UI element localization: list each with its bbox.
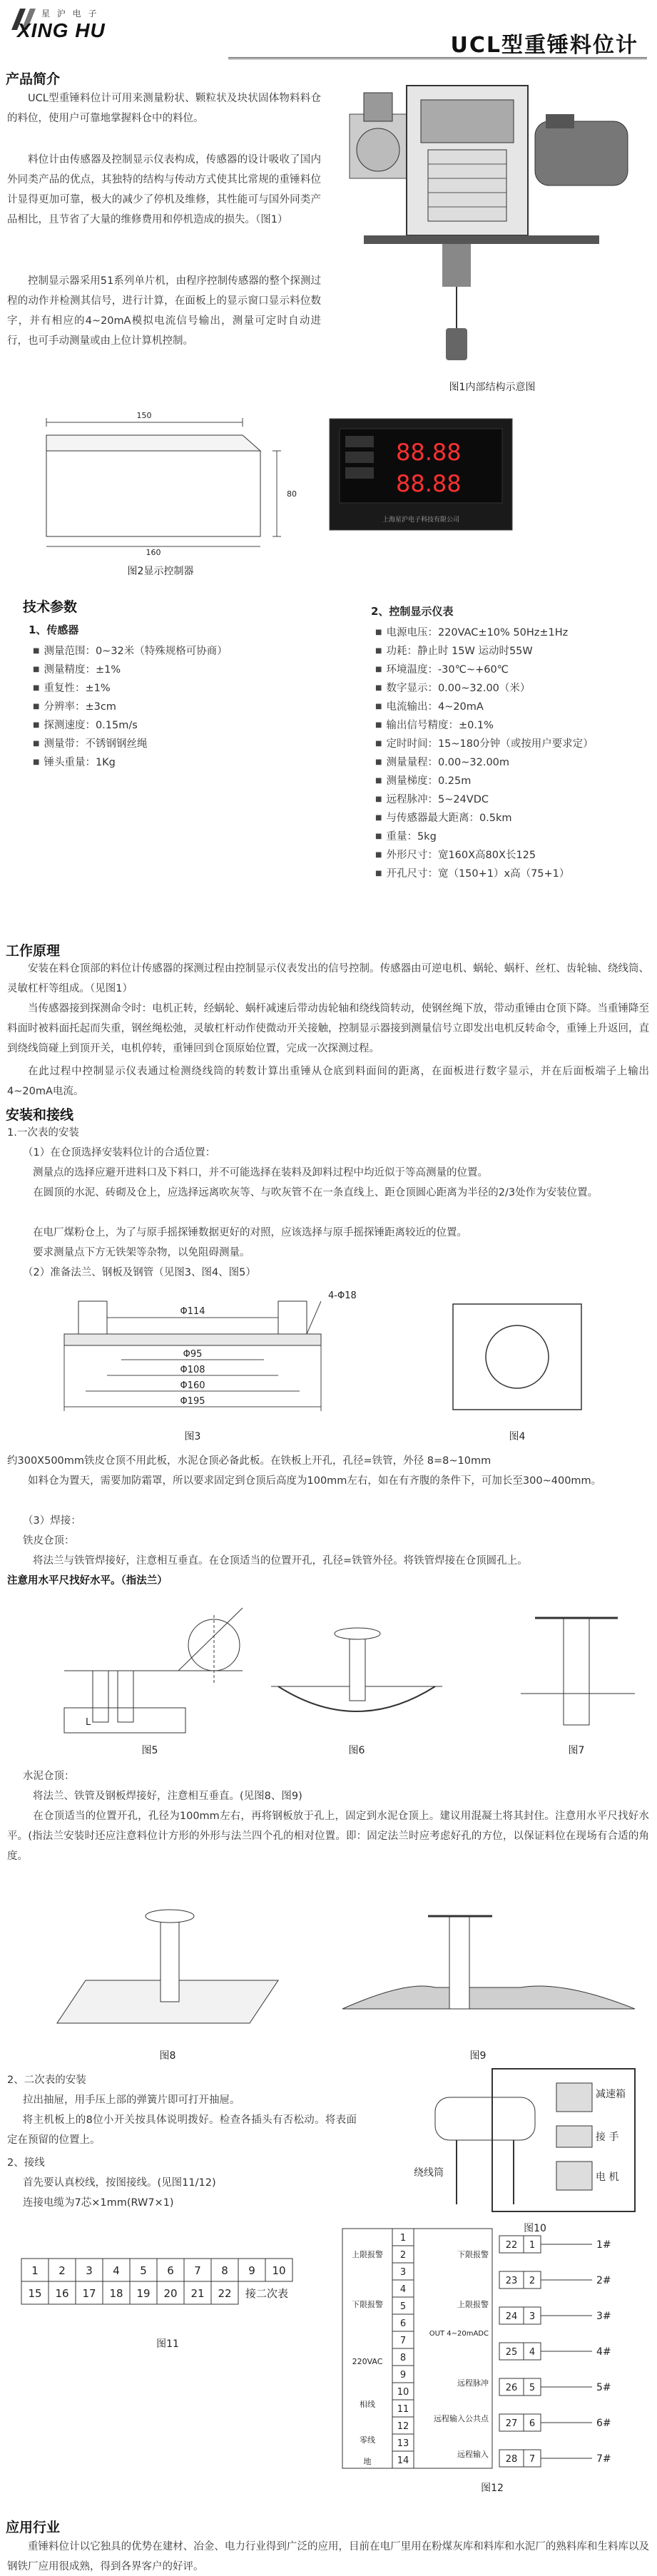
fig11-terminal-number: 22 <box>218 2287 232 2300</box>
fig11-terminal-number: 1 <box>31 2264 39 2277</box>
fig2-display-top: 88.88 <box>396 439 462 466</box>
fig12-output-label: OUT 4~20mADC <box>429 2330 489 2338</box>
principle-paragraph-1: 安装在料仓顶部的料位计传感器的探测过程由控制显示仪表发出的信号控制。传感器由可逆电机、蜗轮、蜗杆、丝杠、齿轮轴、绕线筒、灵敏杠杆等组成。（见图1） <box>7 963 649 994</box>
fig12-terminal-number: 22 <box>505 2240 518 2251</box>
fig12-terminal-number: 2 <box>529 2276 536 2286</box>
fig11-terminal-diagram <box>7 2247 328 2354</box>
install-note-level: 注意用水平尺找好水平。（指法兰） <box>7 1575 168 1587</box>
fig4-plate-drawing <box>428 1291 606 1448</box>
fig12-terminal-number: 7 <box>399 2336 407 2346</box>
fig10-caption: 图10 <box>524 2223 546 2234</box>
fig2-dim-160: 160 <box>146 548 161 556</box>
intro-paragraph-2: 料位计由传感器及控制显示仪表构成，传感器的设计吸收了国内外同类产品的优点，其独特的结构与传动方式使其比常规的重锤料位计显得更加可靠，极大的减少了停机及维修，其性能可与国外同类产品相比，且节省了大量的维修费用和停机造成的损失。（图1） <box>7 154 321 225</box>
install-step-1-text: 测量点的选择应避开进料口及下料口，并不可能选择在装料及卸料过程中均近似于等高测量的位置。 <box>33 1167 488 1178</box>
install-step-1-text: 在圆顶的水泥、砖砌及仓上，应选择远离吹灰等、与吹灰管不在一条直线上、距仓顶圆心距离为半径的2/3处作为安装位置。 <box>33 1187 599 1198</box>
install-step-1-text: 要求测量点下方无铁架等杂物，以免阻碍测量。 <box>33 1247 250 1258</box>
fig12-right-terminal: 3# <box>596 2311 611 2322</box>
fig12-terminal-number: 1 <box>399 2233 407 2244</box>
fig9-caption: 图9 <box>469 2050 487 2062</box>
fig2-panel-text: 上海星沪电子科技有限公司 <box>382 516 460 524</box>
fig4-caption: 图4 <box>509 1431 526 1442</box>
second-title: 2、二次表的安装 <box>7 2074 86 2086</box>
fig11-terminal-number: 19 <box>136 2287 151 2300</box>
header-divider <box>228 57 647 59</box>
install-step-3: （3）焊接： <box>23 1515 81 1527</box>
fig12-terminal-number: 25 <box>505 2347 518 2358</box>
fig12-terminal-number: 27 <box>505 2418 518 2429</box>
second-text: 将主机板上的8位小开关按具体说明拨好。检查各插头有否松动。将表面定在预留的位置上。 <box>7 2114 357 2146</box>
sensor-param: ■ 测量带：不锈钢钢丝绳 <box>33 735 318 753</box>
fig3-flange-drawing <box>36 1286 364 1447</box>
install-step-3-sub: 铁皮仓顶： <box>23 1535 75 1547</box>
fig12-terminal-number: 26 <box>505 2383 518 2393</box>
controller-param-list <box>375 623 653 883</box>
fig11-terminal-number: 18 <box>109 2287 123 2300</box>
controller-param: ■ 数字显示：0.00~32.00（米） <box>375 679 653 698</box>
sensor-param-list <box>33 642 318 772</box>
fig12-left-label: 下限报警 <box>352 2300 383 2309</box>
controller-param: ■ 测量量程：0.00~32.00m <box>375 753 653 772</box>
controller-title: 2、控制显示仪表 <box>371 605 454 618</box>
fig12-terminal-number: 13 <box>397 2438 409 2449</box>
controller-param: ■ 重量：5kg <box>375 828 653 846</box>
controller-param: ■ 与传感器最大距离：0.5km <box>375 809 653 828</box>
industry-text: 重锤料位计以它独具的优势在建材、冶金、电力行业得到广泛的应用，目前在电厂里用在粉煤灰库和料库和水泥厂的熟料库和生料库以及钢铁厂应用很成熟，得到各界客户的好评。 <box>7 2541 649 2572</box>
fig12-terminal-number: 3 <box>529 2311 536 2322</box>
brand-name-cn: 星 沪 电 子 <box>41 9 99 19</box>
page-header <box>0 0 657 66</box>
fig11-terminal-number: 10 <box>272 2264 286 2277</box>
sensor-param: ■ 测量精度：±1% <box>33 661 318 679</box>
fig3-caption: 图3 <box>184 1431 201 1442</box>
fig12-terminal-number: 7 <box>529 2454 536 2465</box>
fig3-label: Φ114 <box>180 1306 205 1317</box>
fig2-display-bottom: 88.88 <box>396 470 462 497</box>
wiring-text: 连接电缆为7芯×1mm(RW7×1) <box>23 2197 174 2209</box>
controller-param: ■ 测量梯度：0.25m <box>375 772 653 790</box>
fig2-dim-80: 80 <box>287 489 297 499</box>
fig12-mid-label: 上限报警 <box>457 2300 489 2309</box>
page-title: UCL型重锤料位计 <box>450 33 638 58</box>
fig7-caption: 图7 <box>568 1745 585 1756</box>
controller-param: ■ 远程脉冲：5~24VDC <box>375 790 653 809</box>
fig12-right-terminal: 6# <box>596 2418 611 2429</box>
fig2-caption: 图2显示控制器 <box>127 566 194 577</box>
fig12-left-label: 上限报警 <box>352 2250 383 2259</box>
fig8-caption: 图8 <box>159 2050 176 2062</box>
fig3-label: Φ108 <box>180 1365 205 1375</box>
fig12-right-terminal: 7# <box>596 2453 611 2465</box>
fig1-caption: 图1内部结构示意图 <box>449 382 536 393</box>
controller-param: ■ 定时时间：15~180分钟（或按用户要求定） <box>375 735 653 753</box>
fig11-terminal-number: 15 <box>28 2287 42 2300</box>
install-step-2: （2）准备法兰、钢板及钢管（见图3、图4、图5） <box>23 1267 256 1278</box>
install-heading: 安装和接线 <box>6 1107 74 1123</box>
fig12-mid-label: 远程脉冲 <box>457 2378 489 2388</box>
fig11-terminal-number: 9 <box>248 2264 255 2277</box>
install-step-3-text: 将法兰与铁管焊接好，注意相互垂直。在仓顶适当的位置开孔，孔径=铁管外径。将铁管焊接在仓顶圆孔上。 <box>33 1555 528 1567</box>
sensor-param: ■ 测量范围：0~32米（特殊规格可协商） <box>33 642 318 661</box>
fig12-terminal-number: 9 <box>399 2370 407 2381</box>
fig3-label: 4-Φ18 <box>328 1290 357 1301</box>
controller-param: ■ 外形尺寸：宽160X高80X长125 <box>375 846 653 865</box>
controller-param: ■ 电流输出：4~20mA <box>375 698 653 716</box>
sensor-param: ■ 探测速度：0.15m/s <box>33 716 318 735</box>
fig12-terminal-number: 23 <box>505 2276 518 2286</box>
sensor-param: ■ 锤头重量：1Kg <box>33 753 318 772</box>
install-first-title: 1.一次表的安装 <box>7 1127 79 1139</box>
fig12-left-label: 220VAC <box>352 2357 383 2366</box>
fig10-sensor-schematic <box>414 2062 649 2240</box>
fig6-caption: 图6 <box>348 1745 365 1756</box>
sensor-title: 1、传感器 <box>29 623 79 636</box>
fig1-structure-illustration <box>335 71 649 371</box>
controller-param: ■ 输出信号精度：±0.1% <box>375 716 653 735</box>
fig10-label-gearbox: 减速箱 <box>596 2089 626 2100</box>
fig12-mid-label: 下限报警 <box>457 2250 489 2259</box>
fig12-left-label: 地 <box>363 2457 372 2466</box>
fig12-terminal-number: 10 <box>397 2387 409 2398</box>
industry-heading: 应用行业 <box>6 2520 61 2535</box>
fig3-label: Φ160 <box>180 1380 205 1391</box>
fig11-terminal-number: 2 <box>58 2264 66 2277</box>
fig11-terminal-number: 7 <box>194 2264 201 2277</box>
fig2-dimension-drawing <box>7 407 314 556</box>
fig11-note: 接二次表 <box>245 2287 289 2300</box>
fig3-label: Φ195 <box>180 1396 205 1407</box>
wiring-title: 2、接线 <box>7 2157 45 2169</box>
install-step-1: （1）在仓顶选择安装料位计的合适位置： <box>23 1147 216 1159</box>
fig12-right-terminal: 4# <box>596 2346 611 2358</box>
controller-param: ■ 开孔尺寸：宽（150+1）x高（75+1） <box>375 865 653 883</box>
intro-heading: 产品简介 <box>6 71 61 87</box>
fig12-terminal-number: 28 <box>505 2454 518 2465</box>
install-step-2-text: 如料仓为置天，需要加防霜罩，所以要求固定到仓顶后高度为100mm左右，如在有齐腹的条件下，可加长至300~400mm。 <box>28 1475 602 1487</box>
fig3-label: Φ95 <box>183 1349 203 1360</box>
principle-heading: 工作原理 <box>6 943 61 959</box>
fig11-terminal-number: 6 <box>167 2264 174 2277</box>
fig12-terminal-number: 11 <box>397 2404 409 2415</box>
fig12-right-terminal: 2# <box>596 2275 611 2286</box>
fig12-wiring-diagram <box>335 2219 649 2497</box>
fig12-terminal-number: 4 <box>399 2284 407 2295</box>
fig10-label-motor: 电 机 <box>596 2172 619 2183</box>
fig12-right-terminal: 5# <box>596 2382 611 2393</box>
fig11-terminal-number: 5 <box>140 2264 147 2277</box>
fig12-caption: 图12 <box>481 2483 504 2494</box>
tech-heading: 技术参数 <box>23 599 78 615</box>
fig11-terminal-number: 21 <box>190 2287 205 2300</box>
fig12-terminal-number: 12 <box>397 2421 409 2432</box>
fig12-terminal-number: 5 <box>399 2301 407 2312</box>
concrete-text: 在仓顶适当的位置开孔，孔径为100mm左右，再将钢板放于孔上，固定到水泥仓顶上。建议用混凝土将其封住。注意用水平尺找好水平。(指法兰安装时还应注意料位计方形的外形与法兰四个孔的相对位置。即：固定法兰时应考虑好孔的方位，以保证料位在现场有合适的角度。 <box>7 1811 649 1862</box>
brand-name-en: XING HU <box>17 19 106 41</box>
controller-param: ■ 电源电压：220VAC±10% 50Hz±1Hz <box>375 623 653 642</box>
fig12-left-label: 相线 <box>360 2400 375 2409</box>
intro-paragraph-3: 控制显示器采用51系列单片机，由程序控制传感器的整个探测过程的动作并检测其信号，进行计算，在面板上的显示窗口显示料位数字，并有相应的4~20mA模拟电流信号输出，测量可定时自动进行，也可手动测量或由上位计算机控制。 <box>7 275 321 347</box>
sensor-param: ■ 重复性：±1% <box>33 679 318 698</box>
fig12-terminal-number: 8 <box>399 2353 407 2363</box>
fig12-terminal-number: 5 <box>529 2383 536 2393</box>
fig8-9-concrete-drawings <box>7 1888 649 2066</box>
second-text: 拉出抽屉，用手压上部的弹簧片即可打开抽屉。 <box>23 2094 240 2106</box>
fig12-terminal-number: 4 <box>529 2347 536 2358</box>
fig12-terminal-number: 3 <box>399 2267 407 2278</box>
controller-param: ■ 功耗：静止时 15W 运动时55W <box>375 642 653 661</box>
fig12-mid-label: 远程输入公共点 <box>434 2414 489 2423</box>
fig12-terminal-number: 1 <box>529 2240 536 2251</box>
fig5-caption: 图5 <box>141 1745 158 1756</box>
fig11-terminal-number: 16 <box>55 2287 69 2300</box>
fig12-right-terminal: 1# <box>596 2239 611 2251</box>
fig12-terminal-number: 2 <box>399 2250 407 2261</box>
concrete-text: 将法兰、铁管及钢板焊接好，注意相互垂直。(见图8、图9) <box>33 1791 302 1802</box>
fig11-terminal-number: 17 <box>82 2287 96 2300</box>
fig12-terminal-number: 24 <box>505 2311 518 2322</box>
fig11-terminal-number: 3 <box>86 2264 93 2277</box>
fig11-caption: 图11 <box>156 2338 179 2350</box>
fig12-mid-label: 远程输入 <box>457 2450 489 2459</box>
fig10-label-drum: 绕线筒 <box>414 2167 444 2179</box>
fig11-terminal-number: 4 <box>113 2264 120 2277</box>
fig12-terminal-number: 14 <box>397 2455 409 2466</box>
fig10-label-coupler: 接 手 <box>596 2132 619 2143</box>
fig5-7-welding-drawings <box>7 1594 649 1761</box>
sensor-param: ■ 分辨率：±3cm <box>33 698 318 716</box>
wiring-text: 首先要认真校线，按图接线。(见图11/12) <box>23 2177 216 2189</box>
fig5-label: L <box>86 1717 91 1728</box>
controller-param: ■ 环境温度：-30℃~+60℃ <box>375 661 653 679</box>
fig12-left-label: 零线 <box>360 2435 375 2445</box>
fig11-terminal-number: 20 <box>163 2287 178 2300</box>
install-step-2-text: 约300X500mm铁皮仓顶不用此板，水泥仓顶必备此板。在铁板上开孔，孔径=铁管，外径 8=8~10mm <box>7 1455 492 1467</box>
fig12-mid-frame <box>414 2229 492 2468</box>
principle-paragraph-3: 在此过程中控制显示仪表通过检测绕线筒的转数计算出重锤从仓底到料面间的距离，在面板进行数字显示，并在后面板端子上输出4~20mA电流。 <box>7 1066 649 1097</box>
principle-paragraph-2: 当传感器接到探测命令时：电机正转，经蜗轮、蜗杆减速后带动齿轮轴和绕线筒转动，使钢丝绳下放，带动重锤由仓顶下降。当重锤降至料面时被料面托起而失重，钢丝绳松弛，灵敏杠杆动作使微动开关接触，控制显示器接到测量信号立即发出电机反转命令，重锤上升返回，直到绕线筒碰上到顶开关，电机停转，重锤回到仓顶原始位置，完成一次探测过程。 <box>7 1003 649 1054</box>
fig2-controller-front-panel <box>328 417 514 531</box>
concrete-title: 水泥仓顶： <box>23 1771 75 1782</box>
fig12-left-frame <box>342 2229 392 2468</box>
fig2-dim-150: 150 <box>136 411 152 420</box>
install-step-1-text: 在电厂煤粉仓上，为了与原手摇探锤数据更好的对照，应该选择与原手摇探锤距离较近的位置。 <box>33 1227 467 1238</box>
fig11-terminal-number: 8 <box>221 2264 228 2277</box>
fig12-terminal-number: 6 <box>529 2418 536 2429</box>
intro-paragraph-1: UCL型重锤料位计可用来测量粉状、颗粒状及块状固体物料料仓的料位，使用户可靠地掌握料仓中的料位。 <box>7 93 321 124</box>
fig12-terminal-number: 6 <box>399 2318 407 2329</box>
